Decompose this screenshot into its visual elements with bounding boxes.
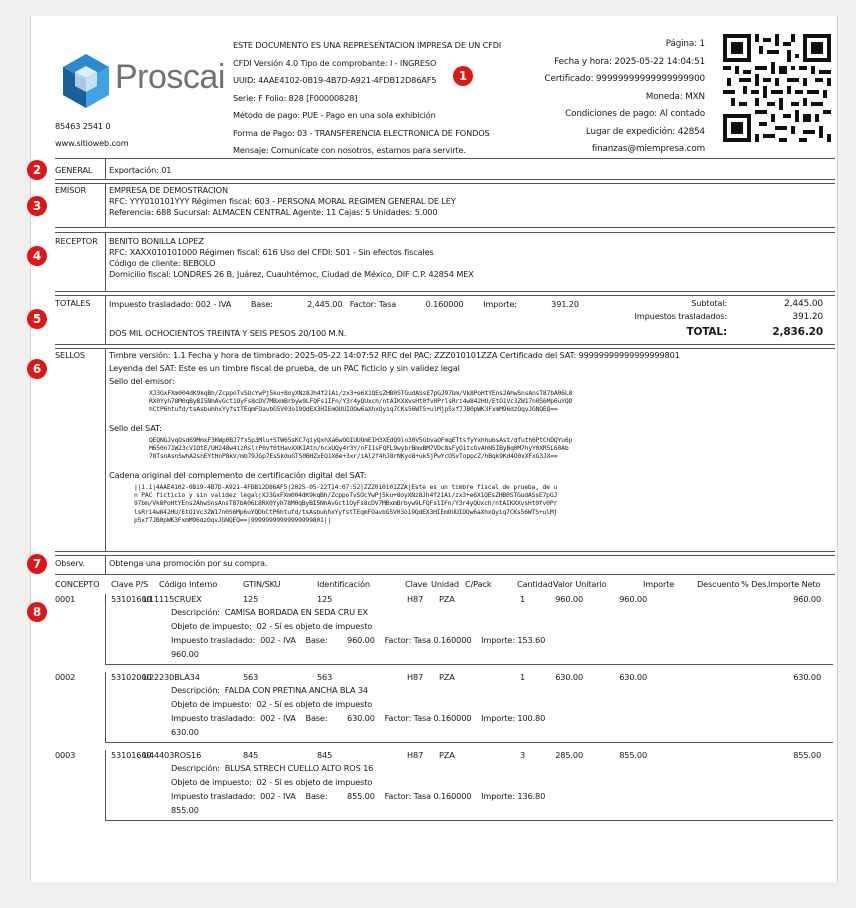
sello-sat-label: Sello del SAT: xyxy=(109,423,162,433)
amount-in-words: DOS MIL OCHOCIENTOS TREINTA Y SEIS PESOS 20/100 M.N. xyxy=(109,328,347,338)
item-valor: 960.00 xyxy=(555,594,583,604)
cfdi-version-line: CFDI Versión 4.0 Tipo de comprobante: I - INGRESO xyxy=(233,57,437,68)
item-neto: 855.00 xyxy=(793,750,821,760)
item-codigo: U11115CRUEX xyxy=(143,594,202,604)
col-cpack: C/Pack xyxy=(465,579,492,589)
item-gtin: 563 xyxy=(243,672,259,682)
badge-6: 6 xyxy=(27,359,47,379)
badge-8: 8 xyxy=(27,602,47,622)
receptor-rfc: RFC: XAXX010101000 Régimen fiscal: 616 Uso del CFDI: S01 - Sin efectos fiscales xyxy=(109,247,434,258)
col-cantidad: Cantidad xyxy=(517,579,553,589)
metodo-pago-line: Método de pago: PUE - Pago en una sola exhibición xyxy=(233,110,436,120)
cadena-line: 97bm/Vk8PoHtYEns2AhwSnsAnsT87bA06L8RX0Yyh78M0qByBI5NhAvGct1OyFs8cDV7MBxmBrbyw9LFQFs1IFn/Y3r4yQUxch/ntAIKXXvsHt0fv0Pr xyxy=(134,499,558,508)
totales-tax-line: Impuesto trasladado: 002 - IVA Base: 2,445.00 Factor: Tasa 0.160000 Importe: 391.20 xyxy=(109,299,579,309)
item-codigo: U44403ROS16 xyxy=(143,750,202,760)
col-clave: Clave xyxy=(405,579,428,589)
item-descripcion: Descripción: BLUSA STRECH CUELLO ALTO ROS 16 xyxy=(171,763,374,773)
sello-emisor-value xyxy=(149,389,572,414)
item-clave: H87 xyxy=(407,594,424,604)
observ-label: Observ. xyxy=(55,558,86,568)
sello-sat-value xyxy=(149,436,572,461)
col-importe: Importe xyxy=(643,579,675,589)
totales-label: TOTALES xyxy=(55,298,91,308)
item-clave: H87 xyxy=(407,750,424,760)
row-divider xyxy=(105,742,833,743)
item-ident: 125 xyxy=(317,594,333,604)
company-website: www.sitioweb.com xyxy=(55,138,129,148)
receptor-name: BENITO BONILLA LOPEZ xyxy=(109,236,204,246)
leyenda-line: Leyenda del SAT: Este es un timbre fiscal de prueba, de un PAC ficticio y sin validez legal xyxy=(109,363,460,373)
page-number: Página: 1 xyxy=(665,39,705,49)
item-clave-ps: 53101600 xyxy=(111,750,152,760)
row-divider xyxy=(105,664,833,665)
item-clave-ps: 53102000 xyxy=(111,672,152,682)
table-row xyxy=(31,672,839,744)
lugar-expedicion: Lugar de expedición: 42854 xyxy=(585,126,705,137)
subtotal-value: 2,445.00 xyxy=(784,299,823,309)
row-divider xyxy=(105,594,106,664)
item-objeto: Objeto de impuesto: 02 - Sí es objeto de impuesto xyxy=(171,699,373,709)
total-label: TOTAL: xyxy=(686,326,727,338)
item-impuesto: Impuesto trasladado: 002 - IVA Base: 630.00 Factor: Tasa 0.160000 Importe: 100.80 xyxy=(171,713,546,723)
item-num: 0002 xyxy=(55,672,76,682)
badge-7: 7 xyxy=(27,554,47,574)
email: finanzas@miempresa.com xyxy=(591,144,705,154)
sello-emisor-line: hCtP6htufd/tsAsbuhhxYyfstTEqmFOavbG5V03o19QdEX3HIEmOUUIOOw6aXhxQyiq7CKs56WTS+ulMjp5xf7JB0pWK3FxmM96dzOqvJGNQEQ== xyxy=(149,405,558,414)
mensaje-line: Mensaje: Comunícate con nosotros, estamos para servirte. xyxy=(233,145,466,155)
emisor-referencia: Referencia: 688 Sucursal: ALMACEN CENTRAL Agente: 11 Cajas: 5 Unidades: 5.000 xyxy=(109,207,438,218)
uuid-line: UUID: 4AAE4102-0B19-4B7D-A921-4FDB12D86AF5 xyxy=(233,75,437,85)
item-ident: 563 xyxy=(317,672,333,682)
sello-emisor-line: RX0Yyh78M0qByBI5NhAvGct1OyFs8cDV7MBxmBrbyw9LFQFs1IFn/Y3r4yQUxch/ntAIKXXvsHt0fv0PrlsRri4w842HU/EtO1Vc3ZW17n0S6Mp6uYQD xyxy=(149,397,573,406)
table-row xyxy=(31,750,839,822)
cadena-line: lsRri4w842HU/EtO1Vc3ZW17n0S6Mp6uYQDhCtP6htufd/tsAsbuhhxYyfstTEqmFOavbG5V03o19QdEX3HIEmOUUIOOw6aXhxQyiq7CKs56WTS+ulMj xyxy=(134,507,558,516)
item-importe: 630.00 xyxy=(619,672,647,682)
item-num: 0003 xyxy=(55,750,76,760)
emisor-name: EMPRESA DE DEMOSTRACION xyxy=(109,185,228,195)
item-base-repeat: 855.00 xyxy=(171,805,199,815)
serie-folio-line: Serie: F Folio: 828 [F00000828] xyxy=(233,92,358,103)
impuestos-label: Impuestos trasladados: xyxy=(634,311,727,321)
badge-5: 5 xyxy=(27,309,47,329)
item-objeto: Objeto de impuesto: 02 - Sí es objeto de impuesto xyxy=(171,777,373,787)
receptor-info xyxy=(109,236,474,280)
header-right-info xyxy=(544,39,705,162)
cadena-value xyxy=(134,483,557,524)
item-base-repeat: 960.00 xyxy=(171,649,199,659)
proscai-logo-icon xyxy=(59,52,113,112)
item-valor: 630.00 xyxy=(555,672,583,682)
receptor-codigo: Código de cliente: BEBOLO xyxy=(109,258,216,269)
item-unidad: PZA xyxy=(439,750,455,760)
item-cantidad: 1 xyxy=(519,672,525,682)
item-num: 0001 xyxy=(55,594,76,604)
cadena-line: ||1.1|4AAE4102-0B19-4B7D-A921-4FDB12D86AF5|2025-05-22T14:07:52|ZZZ010101ZZA|Este es un timbre fiscal de prueba, de u xyxy=(134,483,558,491)
sello-sat-line: M650n71W23cV1OtE/UH248w4izRslrP0vf0tHavXXKIAtn/hcxUQy4r3Y/nFI1sFQFL9wybrBmxBM7VDc8sFyO1tcGvAhN5IByBq0M7hyY0XR5L60Ab xyxy=(149,444,569,453)
item-impuesto: Impuesto trasladado: 002 - IVA Base: 960.00 Factor: Tasa 0.160000 Importe: 153.60 xyxy=(171,635,546,645)
exportacion-text: Exportación: 01 xyxy=(109,165,172,175)
cadena-line: p5xf7JB0pWK3FxmM96dzOqvJGNQEQ==|99999999999999999801|| xyxy=(134,515,331,524)
col-valor-unitario: Valor Unitario xyxy=(553,579,607,589)
header-center-info xyxy=(233,40,501,163)
item-clave-ps: 53101600 xyxy=(111,594,152,604)
item-neto: 630.00 xyxy=(793,672,821,682)
col-identificacion: Identificación xyxy=(317,579,370,589)
col-codigo-interno: Código Interno xyxy=(159,579,218,589)
emisor-rfc: RFC: YYY010101YYY Régimen fiscal: 603 - PERSONA MORAL REGIMEN GENERAL DE LEY xyxy=(109,196,456,207)
timbre-line: Timbre versión: 1.1 Fecha y hora de timbrado: 2025-05-22 14:07:52 RFC del PAC: ZZZ010101ZZA Certificado del SAT: 99999999999999999801 xyxy=(109,350,680,360)
item-clave: H87 xyxy=(407,672,424,682)
observ-text: Obtenga una promoción por su compra. xyxy=(109,558,268,568)
logo-text: Proscai xyxy=(115,58,225,96)
sello-sat-line: QEQNGJvqOsd69MmxF3KWp0BJ7fx5p3Mlu+STW65sKC7qiyQxhXa6wOOIUUOmEIH3XEdQ9lo30V5GbvaOFmqETtsfyYxhhubsAst/dfuth6PtChDQYu6p xyxy=(149,436,573,444)
col-gtin-sku: GTIN/SKU xyxy=(243,579,281,589)
cadena-line: n PAC ficticio y sin validez legal|XJ3GxFXm004dK9kqBh/ZcppoTvSOcYwPj5ku+8oyXNz8Jh4f21Ai/zx3+e6X1QEsZHB0STGudASsE7pGJ xyxy=(134,491,558,500)
row-divider xyxy=(105,672,106,742)
receptor-domicilio: Domicilio fiscal: LONDRES 26 B, Juárez, Cuauhtémoc, Ciudad de México, DIF C.P. 42854 MEX xyxy=(109,269,474,280)
total-value: 2,836.20 xyxy=(772,326,823,338)
item-descripcion: Descripción: CAMISA BORDADA EN SEDA CRU EX xyxy=(171,607,368,617)
emisor-info xyxy=(109,185,456,218)
item-importe: 855.00 xyxy=(619,750,647,760)
cfdi-title-line: ESTE DOCUMENTO ES UNA REPRESENTACION IMPRESA DE UN CFDI xyxy=(233,40,502,50)
table-row xyxy=(31,594,839,666)
item-unidad: PZA xyxy=(439,672,455,682)
col-descuento: Descuento xyxy=(697,579,740,589)
item-valor: 285.00 xyxy=(555,750,583,760)
item-importe: 960.00 xyxy=(619,594,647,604)
subtotal-label: Subtotal: xyxy=(691,298,727,308)
sello-sat-line: 78TsnAsnSwhA2snEYtHoP8kV/mb79JGp7EsSkduGTS0BHZxEQ1X6e+3xr/iAl2f4hJ8rNKyo8+uk5jPwYcOSvToppcZ/hBqk9Kd4O0xXFxG3JX== xyxy=(149,452,558,461)
qr-code-icon xyxy=(723,34,831,142)
badge-4: 4 xyxy=(27,246,47,266)
item-gtin: 845 xyxy=(243,750,259,760)
fecha-hora: Fecha y hora: 2025-05-22 14:04:51 xyxy=(554,56,705,67)
col-unidad: Unidad xyxy=(431,579,459,589)
col-pct-des: % Des. xyxy=(741,579,769,589)
col-clave-ps: Clave P/S xyxy=(111,579,149,589)
item-cantidad: 3 xyxy=(519,750,525,760)
invoice-page xyxy=(30,16,838,882)
item-descripcion: Descripción: FALDA CON PRETINA ANCHA BLA 34 xyxy=(171,685,368,695)
item-impuesto: Impuesto trasladado: 002 - IVA Base: 855.00 Factor: Tasa 0.160000 Importe: 136.80 xyxy=(171,791,546,801)
badge-3: 3 xyxy=(27,196,47,216)
sellos-label: SELLOS xyxy=(55,350,85,360)
badge-1: 1 xyxy=(453,66,473,86)
general-label: GENERAL xyxy=(55,165,93,175)
row-divider xyxy=(105,750,106,820)
receptor-label: RECEPTOR xyxy=(55,236,98,246)
company-phone: 85463 2541 0 xyxy=(55,121,111,131)
sello-emisor-line: XJ3GxFXm004dK9kqBh/ZcppoTvSOcYwPj5ku+8oyXNz8Jh4f21Ai/zx3+e6X1QEsZHB0STGudASsE7pGJ97bm/Vk8PoHtYEns2AhwSnsAnsT87bA06L8 xyxy=(149,389,573,397)
item-gtin: 125 xyxy=(243,594,259,604)
item-objeto: Objeto de impuesto: 02 - Sí es objeto de impuesto xyxy=(171,621,373,631)
sello-emisor-label: Sello del emisor: xyxy=(109,376,175,386)
item-cantidad: 1 xyxy=(519,594,525,604)
item-ident: 845 xyxy=(317,750,333,760)
emisor-label: EMISOR xyxy=(55,185,87,195)
item-base-repeat: 630.00 xyxy=(171,727,199,737)
forma-pago-line: Forma de Pago: 03 - TRANSFERENCIA ELECTRONICA DE FONDOS xyxy=(233,127,490,138)
moneda: Moneda: MXN xyxy=(645,91,705,102)
item-codigo: U22230BLA34 xyxy=(143,672,200,682)
item-unidad: PZA xyxy=(439,594,455,604)
badge-2: 2 xyxy=(27,160,47,180)
item-neto: 960.00 xyxy=(793,594,821,604)
certificado: Certificado: 99999999999999999900 xyxy=(544,74,705,84)
col-importe-neto: Importe Neto xyxy=(768,579,821,589)
cadena-label: Cadena original del complemento de certificación digital del SAT: xyxy=(109,470,367,480)
impuestos-value: 391.20 xyxy=(792,312,823,322)
condiciones-pago: Condiciones de pago: Al contado xyxy=(565,109,705,119)
row-divider xyxy=(105,820,833,821)
concepto-label: CONCEPTO xyxy=(55,579,100,589)
